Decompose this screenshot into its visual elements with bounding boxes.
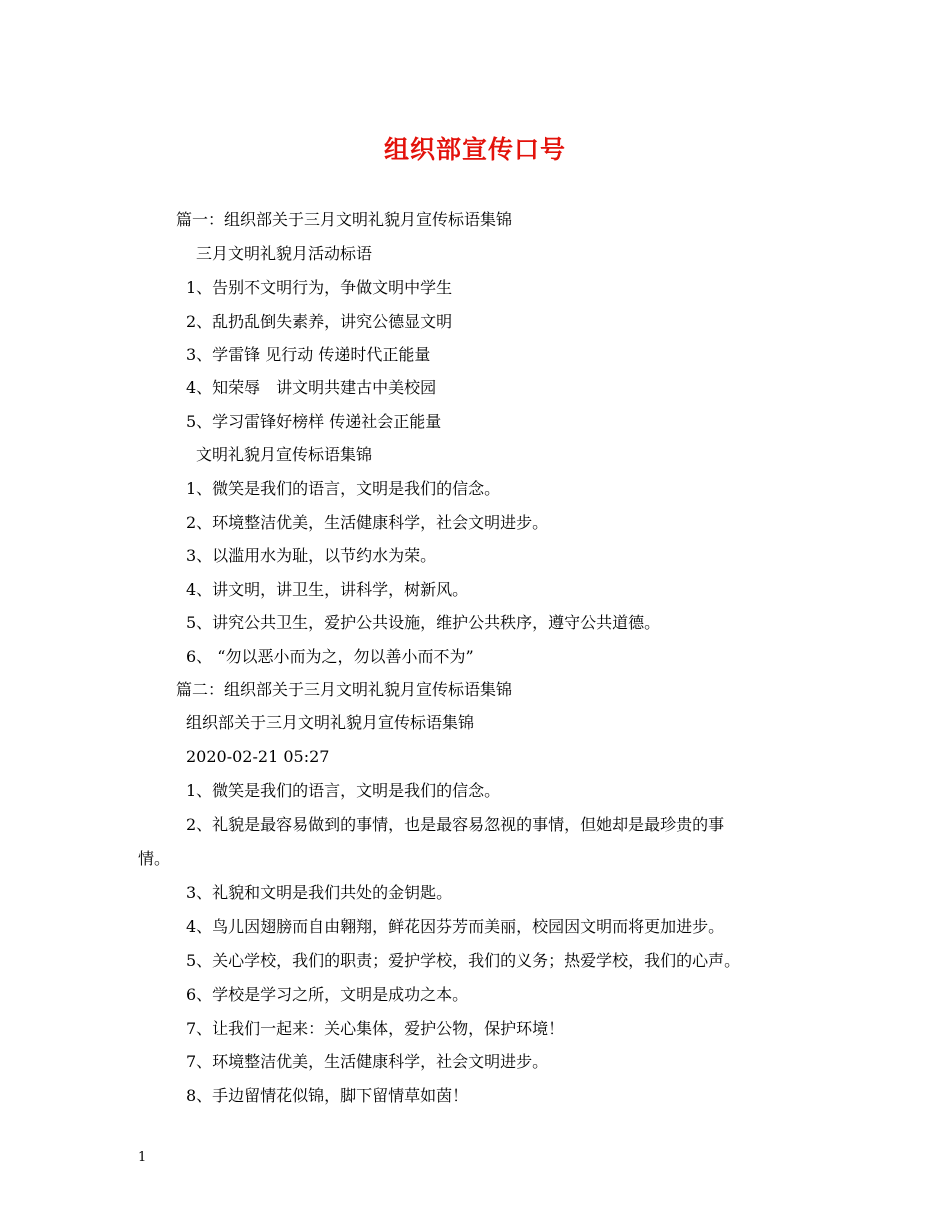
timestamp: 2020-02-21 05:27 xyxy=(186,747,330,766)
section-heading: 篇二：组织部关于三月文明礼貌月宣传标语集锦 xyxy=(176,680,513,699)
slogan-line: 7、让我们一起来：关心集体，爱护公物，保护环境！ xyxy=(186,1019,565,1038)
slogan-line: 6、 “勿以恶小而为之，勿以善小而不为” xyxy=(186,647,474,666)
slogan-line: 5、讲究公共卫生，爱护公共设施，维护公共秩序，遵守公共道德。 xyxy=(186,613,661,632)
slogan-line: 3、以滥用水为耻，以节约水为荣。 xyxy=(186,546,437,565)
slogan-line: 4、鸟儿因翅膀而自由翱翔，鲜花因芬芳而美丽，校园因文明而将更加进步。 xyxy=(186,917,725,936)
slogan-line: 6、学校是学习之所，文明是成功之本。 xyxy=(186,985,469,1004)
sub-heading: 文明礼貌月宣传标语集锦 xyxy=(196,445,373,464)
slogan-line: 1、微笑是我们的语言，文明是我们的信念。 xyxy=(186,479,501,498)
slogan-line: 2、环境整洁优美，生活健康科学，社会文明进步。 xyxy=(186,513,549,532)
slogan-line: 4、讲文明，讲卫生，讲科学，树新风。 xyxy=(186,580,469,599)
slogan-line: 5、学习雷锋好榜样 传递社会正能量 xyxy=(186,412,442,431)
slogan-line: 2、乱扔乱倒失素养，讲究公德显文明 xyxy=(186,312,453,331)
sub-heading: 组织部关于三月文明礼貌月宣传标语集锦 xyxy=(186,713,475,732)
slogan-line: 8、手边留情花似锦，脚下留情草如茵！ xyxy=(186,1086,469,1105)
slogan-line: 3、礼貌和文明是我们共处的金钥匙。 xyxy=(186,883,453,902)
section-heading: 篇一：组织部关于三月文明礼貌月宣传标语集锦 xyxy=(176,210,513,229)
slogan-line: 3、学雷锋 见行动 传递时代正能量 xyxy=(186,345,431,364)
slogan-line: 1、微笑是我们的语言，文明是我们的信念。 xyxy=(186,781,501,800)
slogan-line: 4、知荣辱 讲文明共建古中美校园 xyxy=(186,378,437,397)
slogan-line-continuation: 情。 xyxy=(138,849,171,868)
slogan-line: 7、环境整洁优美，生活健康科学，社会文明进步。 xyxy=(186,1052,549,1071)
slogan-line: 5、关心学校，我们的职责；爱护学校，我们的义务；热爱学校，我们的心声。 xyxy=(186,951,741,970)
document-title: 组织部宣传口号 xyxy=(383,135,566,164)
page-number: 1 xyxy=(138,1150,147,1165)
sub-heading: 三月文明礼貌月活动标语 xyxy=(196,244,373,263)
slogan-line: 2、礼貌是最容易做到的事情，也是最容易忽视的事情，但她却是最珍贵的事 xyxy=(186,815,725,834)
slogan-line: 1、告别不文明行为，争做文明中学生 xyxy=(186,278,453,297)
